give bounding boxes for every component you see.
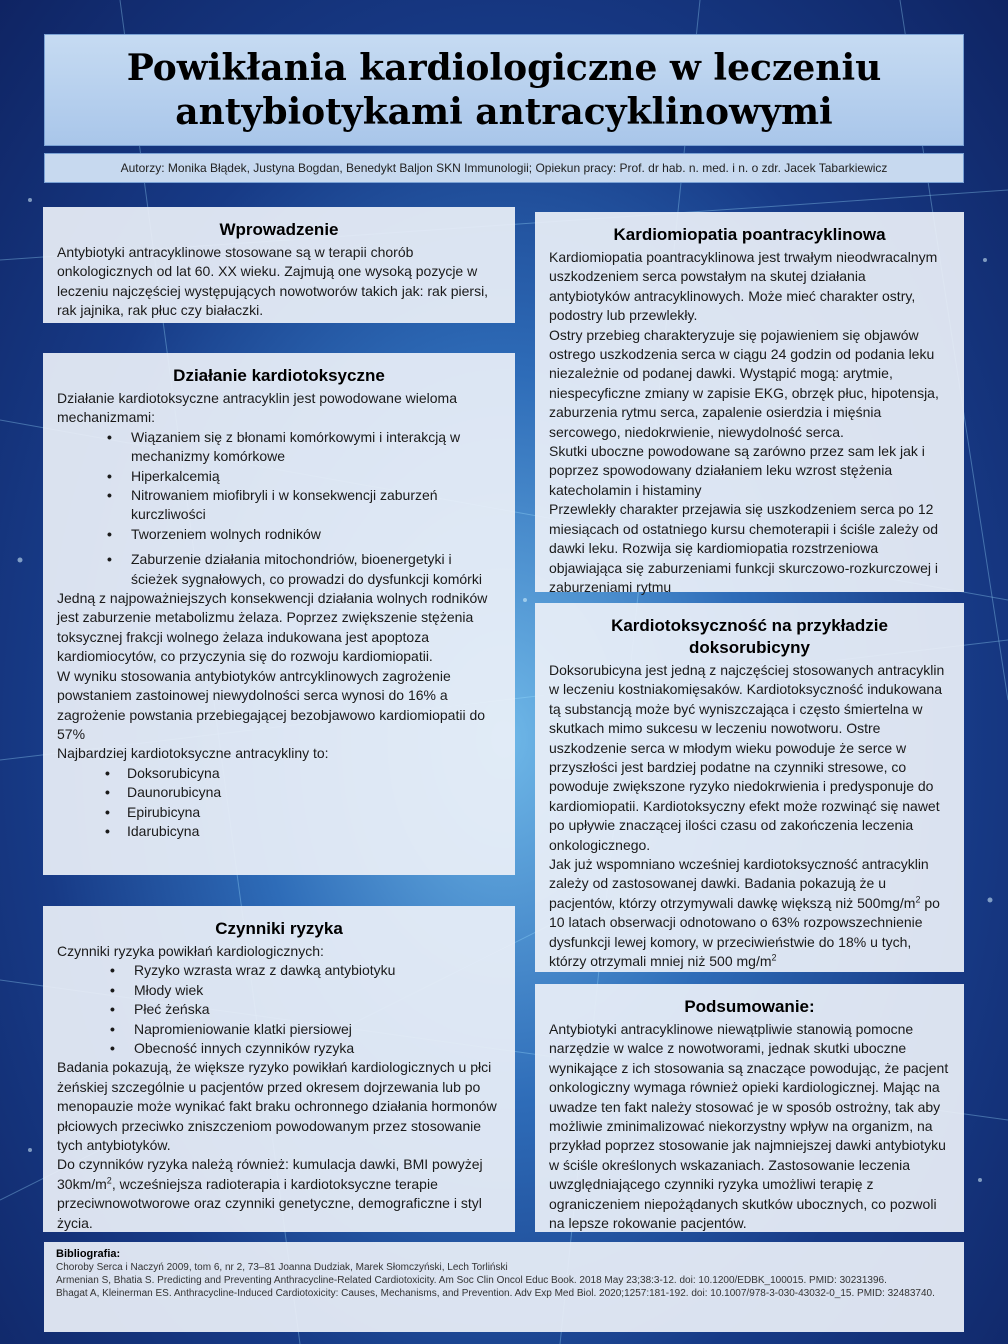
doxo-heading bbox=[549, 615, 950, 659]
list-item: • Ryzyko wzrasta wraz z dawką antybiotyku bbox=[134, 961, 501, 980]
reference-item: Choroby Serca i Naczyń 2009, tom 6, nr 2, 73–81 Joanna Dudziak, Marek Słomczyński, Lech Torliński bbox=[56, 1262, 508, 1273]
doxo-section bbox=[535, 603, 964, 972]
doxo-heading-line2: doksorubicyny bbox=[689, 638, 810, 657]
title-banner bbox=[44, 34, 964, 146]
list-item: • Idarubicyna bbox=[127, 822, 501, 841]
poster-title-line2: antybiotykami antracyklinowymi bbox=[175, 91, 833, 133]
risk-lead: Czynniki ryzyka powikłań kardiologicznych: bbox=[57, 943, 324, 959]
cardiotox-heading: Działanie kardiotoksyczne bbox=[173, 366, 385, 385]
cardiomyopathy-p3: Skutki uboczne powodowane są zarówno przez sam lek jak i poprzez spowodowany działaniem leku wzrost stężenia katecholamin i histaminy bbox=[549, 443, 925, 498]
doxo-p2 bbox=[549, 855, 950, 971]
reference-item: Armenian S, Bhatia S. Predicting and Preventing Anthracycline-Related Cardiotoxicity. Am Soc Clin Oncol Educ Book. 2018 May 23;38:3-12. doi: 10.1200/EDBK_100015. PMID: 30231396. bbox=[56, 1275, 887, 1286]
cardiotox-lead: Działanie kardiotoksyczne antracyklin jest powodowane wieloma mechanizmami: bbox=[57, 390, 457, 426]
risk-section bbox=[43, 906, 515, 1232]
cardiomyopathy-p1: Kardiomiopatia poantracyklinowa jest trwałym nieodwracalnym uszkodzeniem serca powstałym na skutej działania antybiotyków antracyklinowych. Może mieć charakter ostry, podostry lub przewlekły. bbox=[549, 249, 938, 324]
risk-para2 bbox=[57, 1155, 501, 1233]
list-item: • Obecność innych czynników ryzyka bbox=[134, 1039, 501, 1058]
summary-text: Antybiotyki antracyklinowe niewątpliwie stanowią pomocne narzędzie w walce z nowotworami, jednak skutki uboczne wynikające z ich stosowania są znaczące powodując, że pacjent onkologiczny wymaga również opieki kardiologicznej. Mając na uwadze ten fakt należy stosować je w sposób ostrożny, tak aby możliwie zminimalizować niekorzystny wpływ na organizm, na przykład poprzez stosowanie jak najmniejszej dawki antybiotyku w ściśle określonych wskazaniach. Zastosowanie leczenia uwzględniającego czynniki ryzyka umożliwi terapię z ograniczeniem niepożądanych skutków ubocznych, co pozwoli na lepsze rokowanie pacjentów. bbox=[549, 1021, 949, 1232]
bibliography-heading: Bibliografia: bbox=[56, 1248, 121, 1260]
authors-text: Autorzy: Monika Błądek, Justyna Bogdan, Benedykt Baljon SKN Immunologii; Opiekun pracy: Prof. dr hab. n. med. i n. o zdr. Jacek Tabarkiewicz bbox=[120, 161, 888, 175]
mechanisms-list bbox=[131, 428, 501, 589]
cardiotox-para2: W wyniku stosowania antybiotyków antrcyklinowych zagrożenie powstaniem zastoinowej niewydolności serca wynosi do 16% a zagrożenie powstania przebiegającej bezobjawowo kardiomiopatii do 57% bbox=[57, 667, 486, 742]
drugs-list bbox=[127, 764, 501, 842]
risk-para1: Badania pokazują, że większe ryzyko powikłań kardiologicznych u płci żeńskiej szczególnie u pacjentów przed okresem dojrzewania lub po menopauzie może wynikać fakt braku ochronnego działania hormonów płciowych przeciwko zniszczeniom powodowanym przez stosowanie tych antybiotyków. bbox=[57, 1059, 497, 1154]
risk-para2-start: Do czynników ryzyka należą również: kumulacja dawki, BMI powyżej 30km/m bbox=[57, 1156, 483, 1192]
doxo-p1: Doksorubicyna jest jedną z najczęściej stosowanych antracyklin w leczeniu kostniakomięsaków. Kardiotoksyczność indukowana tą substancją może być wyniszczająca i często śmiertelna w skutkach mimo sukcesu w leczeniu nowotworu. Ostre uszkodzenie serca w młodym wieku powoduje że serce w przyszłości jest bardziej podatne na czynniki stresowe, co powoduje zwiększone ryzyko niedokrwienia i predysponuje do kardiomiopatii. Kardiotoksyczny efekt może rozwinąć się nawet po upływie znaczącej ilości czasu od zakończenia leczenia onkologicznego. bbox=[549, 662, 945, 853]
risk-para2-end: , wcześniejsza radioterapia i kardiotoksyczne terapie przeciwnowotworowe oraz czynniki genetyczne, demograficzne i styl życia. bbox=[57, 1175, 482, 1231]
bibliography-section bbox=[44, 1242, 964, 1332]
list-item: • Epirubicyna bbox=[127, 803, 501, 822]
list-item: • Napromieniowanie klatki piersiowej bbox=[134, 1020, 501, 1039]
doxo-p2-end: po 10 latach obserwacji odnotowano o 63% rozpowszechnienie dysfunkcji lewej komory, w przeciwieństwie do 18% u tych, którzy otrzymali mniej niż 500 mg/m bbox=[549, 894, 940, 970]
poster-title-line1: Powikłania kardiologiczne w leczeniu bbox=[126, 47, 882, 89]
reference-item: Bhagat A, Kleinerman ES. Anthracycline-Induced Cardiotoxicity: Causes, Mechanisms, and Prevention. Adv Exp Med Biol. 2020;1257:181-192. doi: 10.1007/978-3-030-43032-0_15. PMID: 32483740. bbox=[56, 1288, 935, 1299]
cardiomyopathy-p2: Ostry przebieg charakteryzuje się pojawieniem się objawów ostrego uszkodzenia serca w ciągu 24 godzin od podania leku niezależnie od podanej dawki. Wystąpić mogą: arytmie, niespecyficzne zmiany w zapisie EKG, obrzęk płuc, hipotensja, zaburzenia rytmu serca, zapalenie osierdzia i mięśnia sercowego, niedokrwienie, niewydolność serca. bbox=[549, 326, 939, 440]
list-item: • Wiązaniem się z błonami komórkowymi i interakcją w mechanizmy komórkowe bbox=[131, 428, 501, 467]
list-item: • Daunorubicyna bbox=[127, 783, 501, 802]
risk-heading: Czynniki ryzyka bbox=[215, 919, 343, 938]
cardiotox-para1: Jedną z najpoważniejszych konsekwencji działania wolnych rodników jest zaburzenie metabolizmu żelaza. Poprzez zwiększenie stężenia toksycznej frakcji wolnego żelaza indukowana jest apoptoza kardiomiocytów, co przyczynia się do rozwoju kardiomiopatii. bbox=[57, 590, 488, 665]
summary-heading: Podsumowanie: bbox=[684, 997, 815, 1016]
superscript: 2 bbox=[771, 952, 777, 963]
cardiomyopathy-p4: Przewlekły charakter przejawia się uszkodzeniem serca po 12 miesiącach od ostatniego kursu chemoterapii i ściśle zależy od dawki leku. Rozwija się kardiomiopatia rozstrzeniowa objawiająca się zaburzeniami funkcji skurczowo-rozkurczowej i zaburzeniami rytmu bbox=[549, 501, 939, 595]
authors-bar bbox=[44, 153, 964, 183]
intro-heading: Wprowadzenie bbox=[219, 220, 339, 239]
list-item: • Doksorubicyna bbox=[127, 764, 501, 783]
list-item: • Płeć żeńska bbox=[134, 1000, 501, 1019]
cardiomyopathy-heading: Kardiomiopatia poantracyklinowa bbox=[613, 225, 886, 244]
poster-title bbox=[127, 46, 882, 134]
intro-text: Antybiotyki antracyklinowe stosowane są w terapii chorób onkologicznych od lat 60. XX wieku. Zajmują one wysoką pozycje w leczeniu najczęściej występujących nowotworów takich jak: rak piersi, rak jajnika, rak płuc czy białaczki. bbox=[57, 244, 489, 319]
list-item: • Zaburzenie działania mitochondriów, bioenergetyki i ścieżek sygnałowych, co prowadzi do dysfunkcji komórki bbox=[131, 550, 501, 589]
doxo-heading-line1: Kardiotoksyczność na przykładzie bbox=[611, 616, 888, 635]
superscript: 2 bbox=[106, 1175, 112, 1186]
list-item: • Młody wiek bbox=[134, 981, 501, 1000]
list-item: • Hiperkalcemią bbox=[131, 467, 501, 486]
superscript: 2 bbox=[915, 894, 921, 905]
list-item: • Tworzeniem wolnych rodników bbox=[131, 525, 501, 544]
summary-section bbox=[535, 984, 964, 1232]
cardiotox-section bbox=[43, 353, 515, 875]
risk-factors-list bbox=[134, 961, 501, 1058]
intro-section bbox=[43, 207, 515, 323]
cardiomyopathy-section bbox=[535, 212, 964, 595]
doxo-p2-start: Jak już wspomniano wcześniej kardiotoksyczność antracyklin zależy od zastosowanej dawki. Badania pokazują że u pacjentów, którzy otrzymywali dawkę większą niż 500mg/m bbox=[549, 856, 929, 911]
drugs-lead: Najbardziej kardiotoksyczne antracykliny to: bbox=[57, 745, 329, 762]
list-item: • Nitrowaniem miofibryli i w konsekwencji zaburzeń kurczliwości bbox=[131, 486, 501, 525]
